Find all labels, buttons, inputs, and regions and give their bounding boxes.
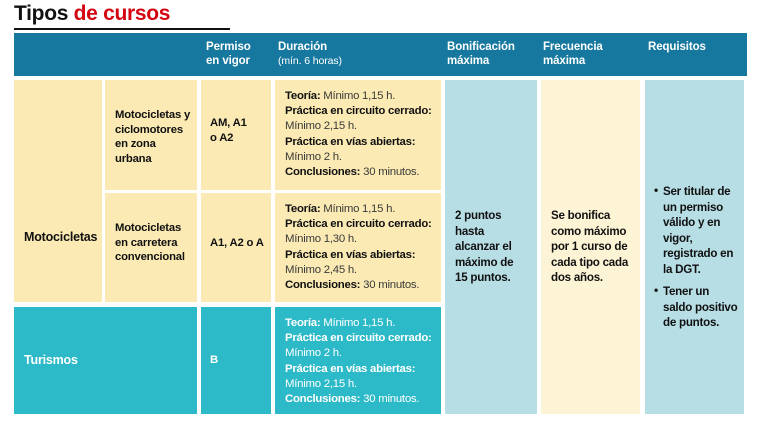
duracion-circuito-value: Mínimo 2,15 h. [285, 120, 357, 133]
title-underline [14, 28, 230, 30]
bonificacion-line3: alcanzar el [455, 240, 512, 253]
permiso-line1: AM, A1 [210, 117, 247, 129]
table-row-2-description-cell [105, 193, 197, 302]
table-row-2-duracion-cell [275, 193, 441, 302]
table-row-1-description-cell [105, 80, 197, 190]
list-item [654, 184, 738, 277]
bonificacion-maxima-cell [445, 80, 537, 414]
row-category-motocicletas [14, 80, 102, 302]
column-header-duracion [278, 40, 438, 68]
table-row-2-permiso [210, 236, 267, 251]
bullet-icon: • [654, 283, 658, 297]
bonificacion-line4: máximo de [455, 255, 514, 269]
table-row-3-duracion [285, 316, 435, 407]
permiso-line2: o A2 [210, 131, 234, 144]
frecuencia-line1: Se bonifica [551, 209, 611, 222]
column-header-duracion-line2: (mín. 6 horas) [278, 55, 342, 67]
table-row-3-duracion-cell [275, 307, 441, 414]
duracion-conclusiones: Conclusiones: 30 minutos. [285, 279, 420, 292]
column-header-bonificacion [447, 40, 543, 68]
table-row-1-permiso-cell [201, 80, 271, 190]
duracion-circuito-label: Práctica en circuito cerrado: [285, 332, 432, 345]
duracion-teoria: Teoría: Mínimo 1,15 h. [285, 317, 396, 329]
duracion-vias-value: Mínimo 2 h. [285, 150, 342, 163]
description-line1: Motocicletas y [115, 109, 191, 121]
table-row-2-permiso-cell [201, 193, 271, 302]
description-line2: en carretera [115, 236, 178, 249]
page-title-part1: Tipos [14, 2, 74, 25]
duracion-circuito-value: Mínimo 1,30 h. [285, 233, 357, 246]
description-line1: Motocicletas [115, 222, 182, 234]
row-category-label: Turismos [24, 353, 78, 367]
frecuencia-line3: por 1 curso de [551, 240, 628, 253]
column-header-requisitos-line1: Requisitos [648, 41, 706, 53]
duracion-conclusiones: Conclusiones: 30 minutos. [285, 393, 420, 406]
table-row-2-duracion [285, 202, 435, 293]
frecuencia-line5: dos años. [551, 271, 603, 284]
table-row-3-permiso-cell [201, 307, 271, 414]
table-row-1-permiso [210, 116, 267, 145]
column-header-bonificacion-line1: Bonificación [447, 41, 515, 53]
page-title [14, 1, 170, 27]
row-category-turismos [14, 307, 197, 414]
column-header-frecuencia-line1: Frecuencia [543, 41, 603, 53]
column-header-bonificacion-line2: máxima [447, 55, 490, 67]
duracion-teoria: Teoría: Mínimo 1,15 h. [285, 90, 396, 102]
table-row-3-permiso [210, 353, 267, 368]
bonificacion-maxima-text [455, 208, 530, 286]
table-row-1-description [115, 108, 191, 166]
frecuencia-line4: cada tipo cada [551, 255, 629, 269]
duracion-teoria: Teoría: Mínimo 1,15 h. [285, 203, 396, 215]
list-item-text: Tener un saldo positivo de puntos. [663, 285, 738, 329]
list-item [654, 284, 738, 331]
bonificacion-line5: 15 puntos. [455, 271, 511, 284]
bonificacion-line2: hasta [455, 224, 485, 238]
column-header-permiso-line1: Permiso [206, 41, 251, 53]
column-header-permiso [206, 40, 276, 68]
duracion-vias-label: Práctica en vías abiertas: [285, 248, 416, 261]
permiso-line1: A1, A2 o A [210, 237, 264, 249]
duracion-conclusiones: Conclusiones: 30 minutos. [285, 166, 420, 179]
requisitos-cell [645, 80, 744, 414]
duracion-circuito-label: Práctica en circuito cerrado: [285, 105, 432, 118]
row-category-label: Motocicletas [24, 230, 98, 244]
duracion-vias-label: Práctica en vías abiertas: [285, 362, 416, 375]
table-row-1-duracion-cell [275, 80, 441, 190]
duracion-vias-label: Práctica en vías abiertas: [285, 135, 416, 148]
page-title-part2: de cursos [73, 2, 171, 25]
courses-table [14, 33, 747, 414]
column-header-permiso-line2: en vigor [206, 55, 250, 67]
bullet-icon: • [654, 183, 658, 197]
column-header-duracion-line1: Duración [278, 41, 328, 53]
frecuencia-maxima-cell [541, 80, 640, 414]
bonificacion-line1: 2 puntos [455, 209, 502, 222]
duracion-vias-value: Mínimo 2,15 h. [285, 377, 357, 390]
column-header-frecuencia [543, 40, 639, 68]
description-line2: ciclomotores [115, 123, 183, 136]
list-item-text: Ser titular de un permiso válido y en vigor, registrado en la DGT. [663, 185, 734, 276]
column-header-requisitos [648, 40, 744, 54]
duracion-vias-value: Mínimo 2,45 h. [285, 263, 357, 276]
duracion-circuito-value: Mínimo 2 h. [285, 347, 342, 360]
frecuencia-maxima-text [551, 208, 633, 286]
column-header-frecuencia-line2: máxima [543, 55, 586, 67]
permiso-line1: B [210, 354, 218, 366]
duracion-circuito-label: Práctica en circuito cerrado: [285, 218, 432, 231]
description-line3: en zona urbana [115, 138, 156, 165]
table-row-2-description [115, 221, 191, 265]
frecuencia-line2: como máximo [551, 224, 627, 238]
requisitos-list [654, 184, 738, 338]
description-line3: convencional [115, 251, 185, 263]
table-row-1-duracion [285, 89, 435, 180]
